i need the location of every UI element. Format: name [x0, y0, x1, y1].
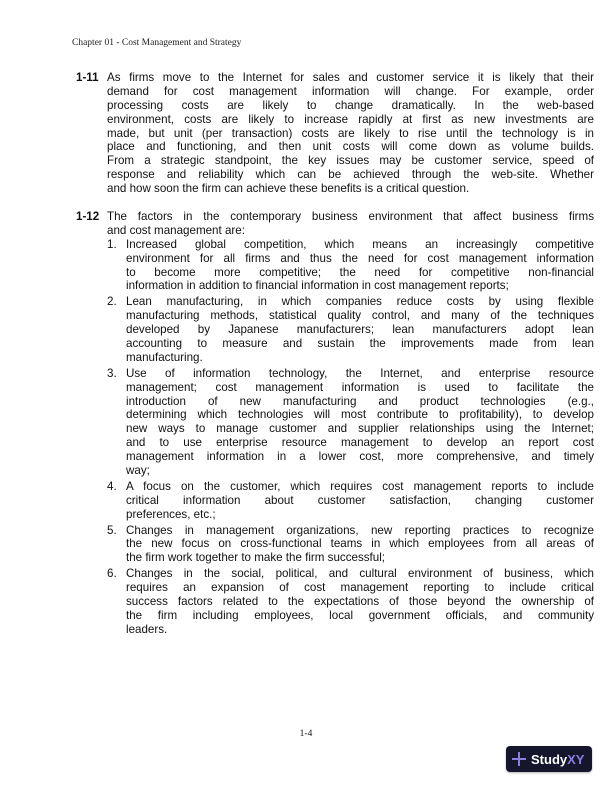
question-number: 1-11	[76, 71, 99, 84]
text-line: made, but unit (per transaction) costs are likely to rise until the technology is in	[107, 126, 594, 140]
question-1-12	[76, 210, 594, 639]
question-number: 1-12	[76, 210, 100, 223]
text-line: Changes in the social, political, and cultural environment of business, which	[126, 567, 594, 581]
text-line: environment, costs are likely to increase rapidly at first as new investments are	[107, 112, 594, 126]
text-line: introduction of new manufacturing and product technologies (e.g.,	[126, 394, 594, 408]
running-header: Chapter 01 - Cost Management and Strategy	[72, 38, 242, 48]
text-line: the new focus on cross-functional teams in which employees from all areas of	[126, 537, 594, 551]
text-line: manufacturing methods, statistical quality control, and many of the techniques	[126, 309, 594, 323]
page-number: 1-4	[299, 729, 313, 739]
text-line: information in addition to financial information in cost management reports;	[126, 279, 509, 293]
studyxy-logo	[506, 746, 592, 772]
logo-text-main: Study	[531, 751, 568, 767]
list-item	[107, 295, 594, 364]
text-line: Use of information technology, the Internet, and enterprise resource	[126, 366, 594, 380]
text-line: the firm including employees, local government officials, and community	[126, 608, 594, 622]
text-line: developed by Japanese manufacturers; lean manufacturers adopt lean	[126, 323, 594, 337]
text-line: way;	[126, 464, 150, 478]
list-item	[107, 238, 594, 294]
text-line: demand for cost management information will change. For example, order	[107, 84, 594, 98]
text-line: A focus on the customer, which requires cost management reports to include	[126, 479, 594, 493]
text-line: Changes in management organizations, new reporting practices to recognize	[126, 523, 594, 537]
text-line: management; cost management information is used to facilitate the	[126, 380, 594, 394]
list-number: 4.	[107, 479, 117, 493]
list-item	[107, 524, 594, 566]
text-line: and how soon the firm can achieve these benefits is a critical question.	[107, 182, 470, 196]
list-number: 3.	[107, 366, 117, 380]
text-line: and cost management are:	[107, 223, 245, 237]
text-line: preferences, etc.;	[126, 507, 216, 521]
text-line: and to use enterprise resource management to develop an report cost	[126, 436, 594, 450]
list-number: 6.	[107, 567, 117, 581]
question-1-11	[76, 71, 594, 196]
text-line: As firms move to the Internet for sales and customer service it is likely that their	[107, 71, 594, 84]
text-line: The factors in the contemporary business environment that affect business firms	[107, 210, 594, 223]
text-line: determining which technologies will most contribute to profitability), to develop	[126, 408, 594, 422]
text-line: critical information about customer satisfaction, changing customer	[126, 493, 594, 507]
text-line: environment for all firms and thus the need for cost management information	[126, 251, 594, 265]
answer-intro	[107, 210, 594, 238]
text-line: response and reliability which can be achieved through the web-site. Whether	[107, 168, 594, 182]
text-line: From a strategic standpoint, the key issues may be customer service, speed of	[107, 154, 594, 168]
list-item	[107, 567, 594, 636]
list-item	[107, 367, 594, 478]
text-line: processing costs are likely to change dramatically. In the web-based	[107, 98, 594, 112]
list-number: 2.	[107, 295, 117, 309]
text-line: success factors related to the expectations of those beyond the ownership of	[126, 595, 594, 609]
text-line: new ways to manage customer and supplier relationships using the Internet;	[126, 422, 594, 436]
answer-text	[107, 210, 594, 637]
logo-text-accent: XY	[567, 751, 585, 767]
text-line: requires an expansion of cost management reporting to include critical	[126, 581, 594, 595]
text-line: the firm work together to make the firm successful;	[126, 551, 386, 565]
text-line: leaders.	[126, 622, 168, 636]
text-line: management information in a lower cost, more comprehensive, and timely	[126, 450, 594, 464]
answer-text	[107, 71, 594, 196]
text-line: Lean manufacturing, in which companies reduce costs by using flexible	[126, 295, 594, 309]
factor-list	[107, 238, 594, 637]
text-line: place and functioning, and then unit costs will come down as volume builds.	[107, 140, 594, 154]
plus-icon	[512, 752, 526, 766]
list-number: 5.	[107, 523, 117, 537]
text-line: Increased global competition, which means an increasingly competitive	[126, 237, 594, 251]
list-item	[107, 480, 594, 522]
text-line: accounting to measure and sustain the improvements made from lean	[126, 337, 594, 351]
text-line: manufacturing.	[126, 350, 203, 364]
list-number: 1.	[107, 237, 117, 251]
text-line: to become more competitive; the need for competitive non-financial	[126, 265, 594, 279]
logo-text	[531, 752, 584, 767]
